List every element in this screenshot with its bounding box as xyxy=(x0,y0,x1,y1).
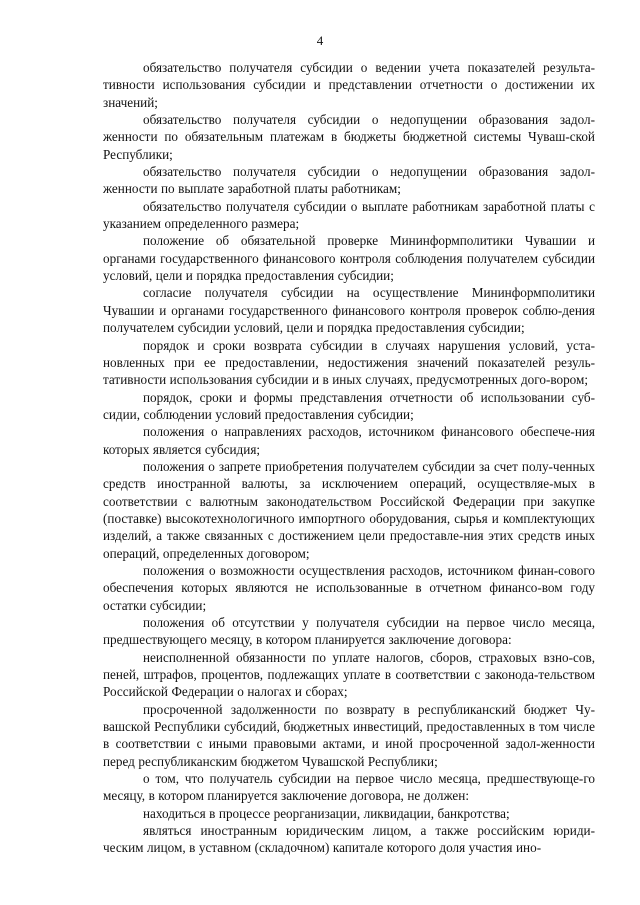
paragraph-overdue-debt: просроченной задолженности по возврату в республиканский бюджет Чу-вашской Республики субсидий, бюджетных инвестиций, предоставленных в том числе в соответствии с иными правовыми актами, и иной просроченной задол-женности перед республиканским бюджетом Чувашской Республики; xyxy=(103,701,595,769)
paragraph-mandatory-inspection: положение об обязательной проверке Мининформполитики Чувашии и органами государственного финансового контроля соблюдения получателем субсидии условий, цели и порядка предоставления субсидии; xyxy=(103,233,595,284)
document-body xyxy=(103,59,595,857)
paragraph-reporting-obligation: обязательство получателя субсидии о ведении учета показателей результа-тивности использования субсидии и представлении отчетности о достижении их значений; xyxy=(103,60,595,110)
paragraph-mandatory-payments-debt: обязательство получателя субсидии о недопущении образования задол-женности по обязательным платежам в бюджеты бюджетной системы Чуваш-ской Республики; xyxy=(103,112,595,162)
paragraph-absence-conditions: положения об отсутствии у получателя субсидии на первое число месяца, предшествующего месяцу, в котором планируется заключение договора: xyxy=(103,615,595,648)
paragraph-expense-directions: положения о направлениях расходов, источником финансового обеспече-ния которых является субсидия; xyxy=(103,424,595,457)
paragraph-reporting-forms: порядок, сроки и формы представления отчетности об использовании суб-сидии, соблюдении условий предоставления субсидии; xyxy=(103,389,595,422)
paragraph-recipient-restrictions: о том, что получатель субсидии на первое число месяца, предшествующе-го месяцу, в котором планируется заключение договора, не должен: xyxy=(103,771,595,804)
page-number: 4 xyxy=(316,33,324,48)
paragraph-tax-obligations: неисполненной обязанности по уплате налогов, сборов, страховых взно-сов, пеней, штрафов, процентов, подлежащих уплате в соответствии с законода-тельством Российской Федерации о налогах и сборах; xyxy=(103,649,595,700)
paragraph-unused-balances: положения о возможности осуществления расходов, источником финан-сового обеспечения которых являются не использованные в отчетном финансо-вом году остатки субсидии; xyxy=(103,562,595,613)
paragraph-wage-arrears: обязательство получателя субсидии о недопущении образования задол-женности по выплате заработной платы работникам; xyxy=(103,164,595,197)
paragraph-inspection-consent: согласие получателя субсидии на осуществление Мининформполитики Чувашии и органами государственного финансового контроля проверок соблю-дения получателем субсидии условий, цели и порядка предоставления субсидии; xyxy=(103,285,595,336)
paragraph-foreign-entity: являться иностранным юридическим лицом, а также российским юриди-ческим лицом, в уставном (складочном) капитале которого доля участия ино- xyxy=(103,823,595,856)
paragraph-refund-procedure: порядок и сроки возврата субсидии в случаях нарушения условий, уста-новленных при ее предоставлении, недостижения значений показателей резуль-тативности использования субсидии и в иных случаях, предусмотренных дого-вором; xyxy=(103,337,595,388)
paragraph-currency-prohibition: положения о запрете приобретения получателем субсидии за счет полу-ченных средств иностранной валюты, за исключением операций, осуществляе-мых в соответствии с валютным законодательством Российской Федерации при закупке (поставке) высокотехнологичного импортного оборудования, сырья и комплектующих изделий, а также связанных с достижением цели предоставле-ния этих средств иных операций, определенных договором; xyxy=(103,458,595,561)
paragraph-wage-payment: обязательство получателя субсидии о выплате работникам заработной платы с указанием определенного размера; xyxy=(103,198,595,232)
paragraph-reorganization: находиться в процессе реорганизации, ликвидации, банкротства; xyxy=(143,805,510,821)
